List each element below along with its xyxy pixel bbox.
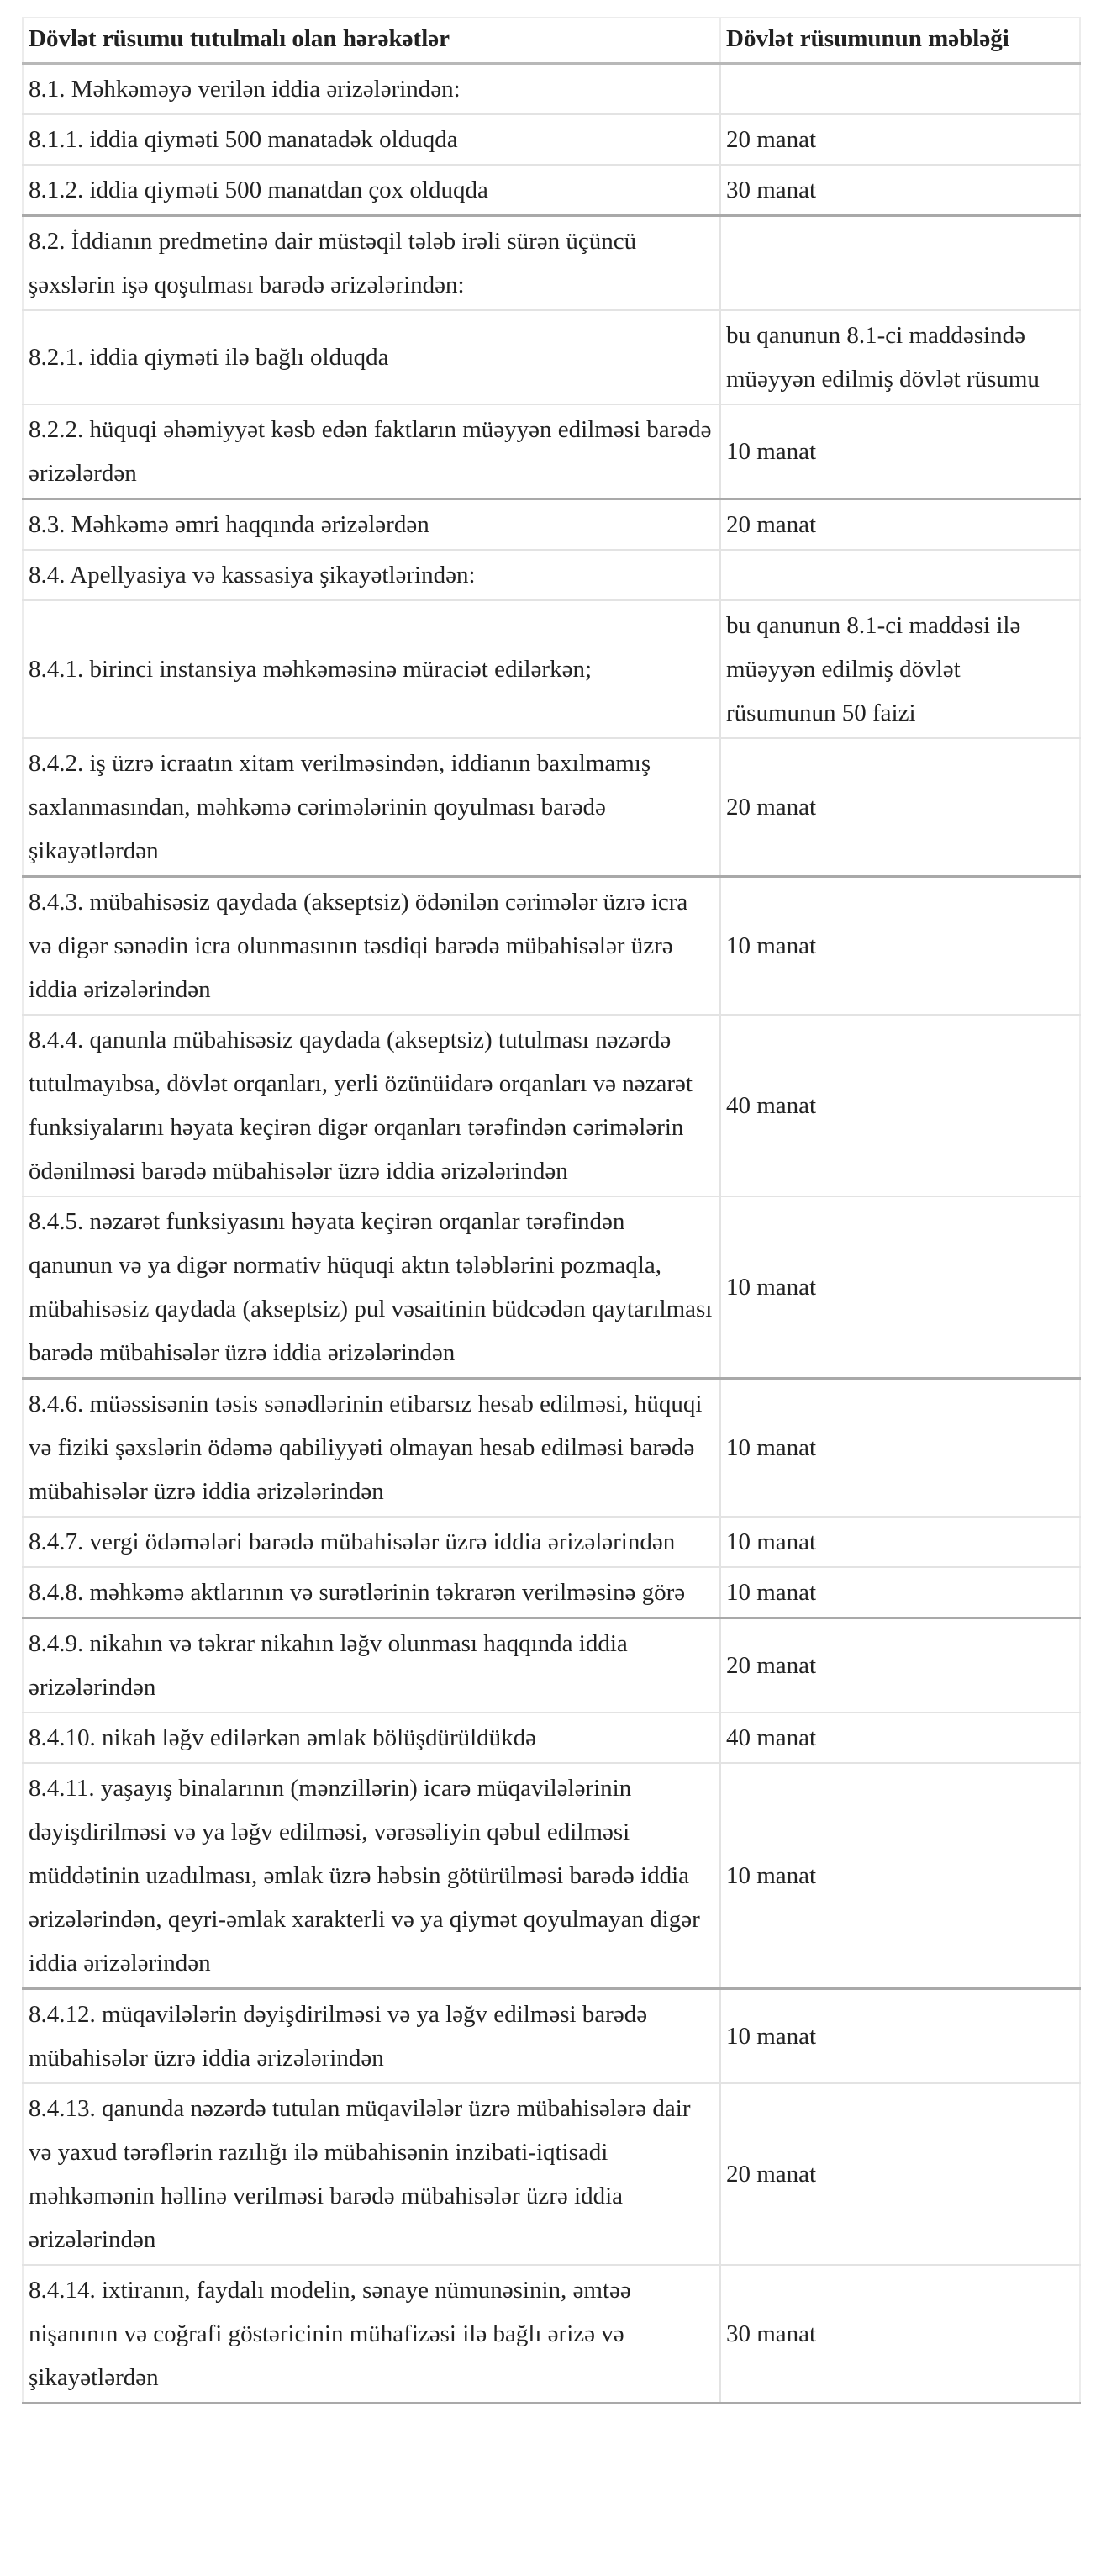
row-action: 8.3. Məhkəmə əmri haqqında ərizələrdən: [23, 499, 720, 551]
table-row: [23, 404, 1080, 499]
table-row: [23, 165, 1080, 216]
row-action: 8.2. İddianın predmetinə dair müstəqil tələb irəli sürən üçüncü şəxslərin işə qoşulması barədə ərizələrindən:: [23, 216, 720, 311]
table-row: [23, 64, 1080, 115]
table-row: [23, 2083, 1080, 2265]
row-amount: [720, 64, 1080, 115]
row-action: 8.4.7. vergi ödəmələri barədə mübahisələr üzrə iddia ərizələrindən: [23, 1517, 720, 1567]
row-amount: [720, 550, 1080, 600]
row-action: 8.4.4. qanunla mübahisəsiz qaydada (akseptsiz) tutulması nəzərdə tutulmayıbsa, dövlət orqanları, yerli özünüidarə orqanları və nəzarət funksiyalarını həyata keçirən digər orqanları tərəfindən cərimələrin ödənilməsi barədə mübahisələr üzrə iddia ərizələrindən: [23, 1015, 720, 1196]
row-action: 8.4.14. ixtiranın, faydalı modelin, sənaye nümunəsinin, əmtəə nişanının və coğrafi göstəricinin mühafizəsi ilə bağlı ərizə və şikayətlərdən: [23, 2265, 720, 2404]
table-header-row: [23, 18, 1080, 64]
row-action: 8.2.2. hüquqi əhəmiyyət kəsb edən faktların müəyyən edilməsi barədə ərizələrdən: [23, 404, 720, 499]
row-amount: 10 manat: [720, 1196, 1080, 1379]
row-amount: 40 manat: [720, 1015, 1080, 1196]
row-action: 8.4.1. birinci instansiya məhkəməsinə müraciət edilərkən;: [23, 600, 720, 738]
row-amount: 10 manat: [720, 877, 1080, 1016]
row-action: 8.1.2. iddia qiyməti 500 manatdan çox olduqda: [23, 165, 720, 216]
row-amount: 30 manat: [720, 165, 1080, 216]
header-amount: Dövlət rüsumunun məbləği: [720, 18, 1080, 64]
row-amount: 10 manat: [720, 1763, 1080, 1989]
row-amount: 20 manat: [720, 2083, 1080, 2265]
row-action: 8.4.10. nikah ləğv edilərkən əmlak bölüşdürüldükdə: [23, 1713, 720, 1763]
table-row: [23, 1618, 1080, 1713]
table-row: [23, 877, 1080, 1016]
table-row: [23, 738, 1080, 877]
table-row: [23, 1015, 1080, 1196]
row-amount: 20 manat: [720, 114, 1080, 165]
table-row: [23, 114, 1080, 165]
row-action: 8.4.6. müəssisənin təsis sənədlərinin etibarsız hesab edilməsi, hüquqi və fiziki şəxslərin ödəmə qabiliyyəti olmayan hesab edilməsi barədə mübahisələr üzrə iddia ərizələrindən: [23, 1379, 720, 1518]
table-row: [23, 1196, 1080, 1379]
row-action: 8.4.9. nikahın və təkrar nikahın ləğv olunması haqqında iddia ərizələrindən: [23, 1618, 720, 1713]
row-action: 8.1.1. iddia qiyməti 500 manatadək olduqda: [23, 114, 720, 165]
row-amount: 10 manat: [720, 404, 1080, 499]
row-action: 8.4.5. nəzarət funksiyasını həyata keçirən orqanlar tərəfindən qanunun və ya digər normativ hüquqi aktın tələblərini pozmaqla, mübahisəsiz qaydada (akseptsiz) pul vəsaitinin büdcədən qaytarılması barədə mübahisələr üzrə iddia ərizələrindən: [23, 1196, 720, 1379]
table-row: [23, 550, 1080, 600]
table-row: [23, 499, 1080, 551]
row-amount: 10 manat: [720, 1989, 1080, 2084]
table-row: [23, 1763, 1080, 1989]
row-amount: 10 manat: [720, 1517, 1080, 1567]
table-row: [23, 600, 1080, 738]
row-amount: 20 manat: [720, 499, 1080, 551]
row-action: 8.4. Apellyasiya və kassasiya şikayətlərindən:: [23, 550, 720, 600]
row-action: 8.4.12. müqavilələrin dəyişdirilməsi və ya ləğv edilməsi barədə mübahisələr üzrə iddia ərizələrindən: [23, 1989, 720, 2084]
row-action: 8.4.13. qanunda nəzərdə tutulan müqavilələr üzrə mübahisələrə dair və yaxud tərəflərin razılığı ilə mübahisənin inzibati-iqtisadi məhkəmənin həllinə verilməsi barədə mübahisələr üzrə iddia ərizələrindən: [23, 2083, 720, 2265]
table-row: [23, 1517, 1080, 1567]
row-amount: bu qanunun 8.1-ci maddəsi ilə müəyyən edilmiş dövlət rüsumunun 50 faizi: [720, 600, 1080, 738]
table-row: [23, 216, 1080, 311]
table-row: [23, 2265, 1080, 2404]
state-fee-table: [22, 17, 1079, 2404]
row-amount: 40 manat: [720, 1713, 1080, 1763]
row-amount: 10 manat: [720, 1567, 1080, 1618]
row-amount: [720, 216, 1080, 311]
table-row: [23, 310, 1080, 404]
table-row: [23, 1713, 1080, 1763]
row-amount: 20 manat: [720, 738, 1080, 877]
row-action: 8.2.1. iddia qiyməti ilə bağlı olduqda: [23, 310, 720, 404]
row-amount: 10 manat: [720, 1379, 1080, 1518]
row-amount: 20 manat: [720, 1618, 1080, 1713]
row-action: 8.1. Məhkəməyə verilən iddia ərizələrindən:: [23, 64, 720, 115]
table-row: [23, 1989, 1080, 2084]
table-row: [23, 1379, 1080, 1518]
table-row: [23, 1567, 1080, 1618]
row-amount: 30 manat: [720, 2265, 1080, 2404]
row-action: 8.4.3. mübahisəsiz qaydada (akseptsiz) ödənilən cərimələr üzrə icra və digər sənədin icra olunmasının təsdiqi barədə mübahisələr üzrə iddia ərizələrindən: [23, 877, 720, 1016]
row-amount: bu qanunun 8.1-ci maddəsində müəyyən edilmiş dövlət rüsumu: [720, 310, 1080, 404]
header-action: Dövlət rüsumu tutulmalı olan hərəkətlər: [23, 18, 720, 64]
fee-table: [22, 17, 1081, 2404]
row-action: 8.4.8. məhkəmə aktlarının və surətlərinin təkrarən verilməsinə görə: [23, 1567, 720, 1618]
row-action: 8.4.11. yaşayış binalarının (mənzillərin) icarə müqavilələrinin dəyişdirilməsi və ya ləğv edilməsi, vərəsəliyin qəbul edilməsi müddətinin uzadılması, əmlak üzrə həbsin götürülməsi barədə iddia ərizələrindən, qeyri-əmlak xarakterli və ya qiymət qoyulmayan digər iddia ərizələrindən: [23, 1763, 720, 1989]
row-action: 8.4.2. iş üzrə icraatın xitam verilməsindən, iddianın baxılmamış saxlanmasından, məhkəmə cərimələrinin qoyulması barədə şikayətlərdən: [23, 738, 720, 877]
